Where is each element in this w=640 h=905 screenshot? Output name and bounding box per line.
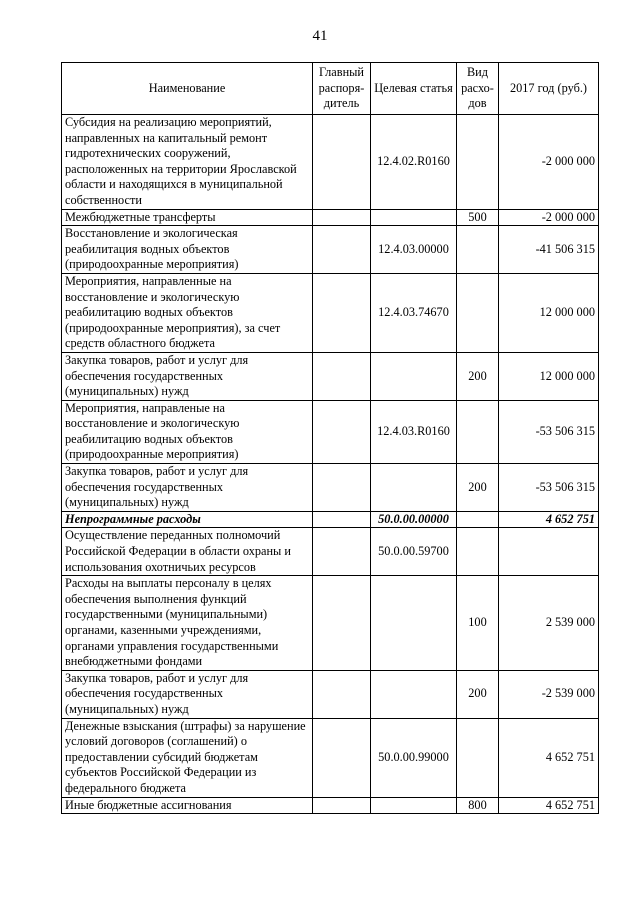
row-amount: -53 506 315	[499, 400, 599, 463]
row-target	[371, 464, 457, 512]
row-admin	[313, 273, 371, 352]
row-target	[371, 797, 457, 814]
row-amount: -41 506 315	[499, 226, 599, 274]
row-name: Закупка товаров, работ и услуг для обеспечения государственных (муниципальных) нужд	[62, 352, 313, 400]
row-amount	[499, 528, 599, 576]
row-kind: 500	[457, 209, 499, 226]
table-row	[62, 718, 599, 797]
row-kind: 100	[457, 576, 499, 671]
row-name: Иные бюджетные ассигнования	[62, 797, 313, 814]
row-amount: 4 652 751	[499, 797, 599, 814]
row-target: 12.4.02.R0160	[371, 115, 457, 210]
budget-table	[61, 62, 599, 814]
row-target	[371, 352, 457, 400]
row-admin	[313, 464, 371, 512]
row-kind	[457, 400, 499, 463]
header-name: Наименование	[62, 63, 313, 115]
table-row	[62, 226, 599, 274]
row-amount: 2 539 000	[499, 576, 599, 671]
table-row-section-total	[62, 511, 599, 528]
table-row	[62, 797, 599, 814]
row-admin	[313, 528, 371, 576]
table-row	[62, 115, 599, 210]
row-amount: 4 652 751	[499, 511, 599, 528]
row-target: 50.0.00.99000	[371, 718, 457, 797]
row-name: Мероприятия, направленые на восстановление и экологическую реабилитацию водных объектов (природоохранные мероприятия)	[62, 400, 313, 463]
row-kind	[457, 273, 499, 352]
row-amount: -2 539 000	[499, 670, 599, 718]
row-amount: -53 506 315	[499, 464, 599, 512]
row-target: 12.4.03.00000	[371, 226, 457, 274]
row-kind: 200	[457, 670, 499, 718]
row-admin	[313, 400, 371, 463]
header-admin: Главный распоря-дитель	[313, 63, 371, 115]
row-amount: -2 000 000	[499, 209, 599, 226]
row-name: Непрограммные расходы	[62, 511, 313, 528]
row-kind: 200	[457, 464, 499, 512]
row-target: 50.0.00.59700	[371, 528, 457, 576]
table-header-row	[62, 63, 599, 115]
header-kind: Вид расхо-дов	[457, 63, 499, 115]
row-name: Денежные взыскания (штрафы) за нарушение условий договоров (соглашений) о предоставлении субсидий бюджетам субъектов Российской Федерации из федерального бюджета	[62, 718, 313, 797]
row-name: Закупка товаров, работ и услуг для обеспечения государственных (муниципальных) нужд	[62, 464, 313, 512]
row-name: Восстановление и экологическая реабилитация водных объектов (природоохранные мероприятия)	[62, 226, 313, 274]
row-name: Субсидия на реализацию мероприятий, направленных на капитальный ремонт гидротехнических сооружений, расположенных на территории Ярославской области и находящихся в муниципальной собственности	[62, 115, 313, 210]
table-row	[62, 209, 599, 226]
row-admin	[313, 115, 371, 210]
table-row	[62, 352, 599, 400]
row-kind: 800	[457, 797, 499, 814]
row-admin	[313, 352, 371, 400]
row-kind	[457, 226, 499, 274]
row-kind	[457, 528, 499, 576]
row-admin	[313, 226, 371, 274]
row-target: 12.4.03.R0160	[371, 400, 457, 463]
row-admin	[313, 797, 371, 814]
row-target	[371, 576, 457, 671]
row-name: Мероприятия, направленные на восстановление и экологическую реабилитацию водных объектов (природоохранные мероприятия), за счет средств областного бюджета	[62, 273, 313, 352]
table-row	[62, 576, 599, 671]
row-amount: 4 652 751	[499, 718, 599, 797]
row-amount: 12 000 000	[499, 273, 599, 352]
row-admin	[313, 576, 371, 671]
row-amount: 12 000 000	[499, 352, 599, 400]
row-admin	[313, 718, 371, 797]
table-row	[62, 464, 599, 512]
row-admin	[313, 209, 371, 226]
row-name: Осуществление переданных полномочий Российской Федерации в области охраны и использования охотничьих ресурсов	[62, 528, 313, 576]
table-row	[62, 273, 599, 352]
row-kind	[457, 115, 499, 210]
header-target: Целевая статья	[371, 63, 457, 115]
page-number: 41	[312, 28, 328, 44]
row-name: Межбюджетные трансферты	[62, 209, 313, 226]
row-target: 50.0.00.00000	[371, 511, 457, 528]
header-amount: 2017 год (руб.)	[499, 63, 599, 115]
row-name: Закупка товаров, работ и услуг для обеспечения государственных (муниципальных) нужд	[62, 670, 313, 718]
row-amount: -2 000 000	[499, 115, 599, 210]
row-name: Расходы на выплаты персоналу в целях обеспечения выполнения функций государственными (муниципальными) органами, казенными учреждениями, органами управления государственными внебюджетными фондами	[62, 576, 313, 671]
row-target	[371, 209, 457, 226]
table-row	[62, 400, 599, 463]
row-admin	[313, 670, 371, 718]
row-admin	[313, 511, 371, 528]
table-row	[62, 670, 599, 718]
row-target	[371, 670, 457, 718]
row-kind	[457, 718, 499, 797]
row-kind: 200	[457, 352, 499, 400]
row-target: 12.4.03.74670	[371, 273, 457, 352]
table-row	[62, 528, 599, 576]
row-kind	[457, 511, 499, 528]
